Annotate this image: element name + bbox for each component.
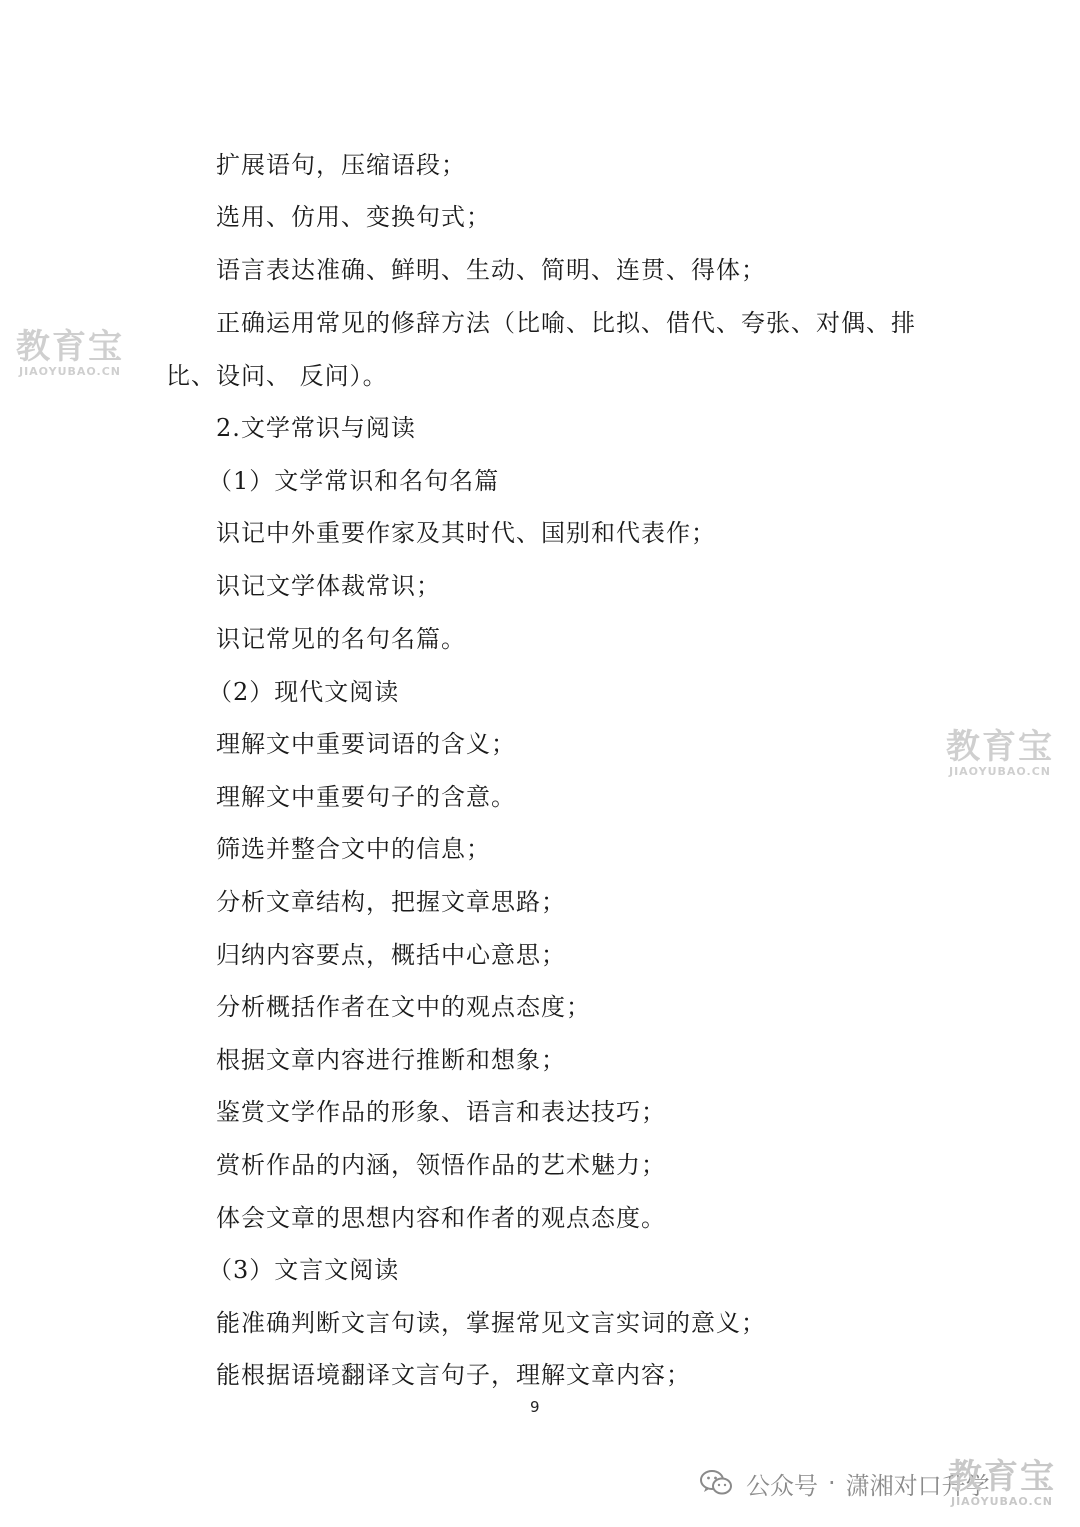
subsection-heading: （3）文言文阅读 [208,1256,400,1284]
text-line: 扩展语句，压缩语段； [216,151,466,179]
wechat-icon [700,1469,732,1497]
text-line: 识记常见的名句名篇。 [216,625,466,653]
watermark-logo [16,327,124,378]
watermark-logo [946,727,1054,778]
text-line: 能根据语境翻译文言句子，理解文章内容； [216,1361,691,1389]
watermark-url: JIAOYUBAO.CN [950,1495,1054,1508]
text-line: 语言表达准确、鲜明、生动、简明、连贯、得体； [216,256,766,284]
text-line: 正确运用常见的修辞方法（比喻、比拟、借代、夸张、对偶、排 [216,309,916,337]
text-line: 分析概括作者在文中的观点态度； [216,993,591,1021]
footer-label: 公众号 [746,1471,818,1500]
subsection-heading: （2）现代文阅读 [208,678,400,706]
text-line: 体会文章的思想内容和作者的观点态度。 [216,1204,666,1232]
text-line: 赏析作品的内涵，领悟作品的艺术魅力； [216,1151,666,1179]
text-line: 理解文中重要句子的含意。 [216,783,516,811]
text-line: 根据文章内容进行推断和想象； [216,1046,566,1074]
watermark-text: 教育宝 [948,1457,1056,1497]
text-line: 分析文章结构，把握文章思路； [216,888,566,916]
watermark-text: 教育宝 [946,727,1054,767]
section-heading: 2.文学常识与阅读 [216,414,416,442]
text-line: 鉴赏文学作品的形象、语言和表达技巧； [216,1098,666,1126]
text-line: 选用、仿用、变换句式； [216,203,491,231]
watermark-url: JIAOYUBAO.CN [948,765,1052,778]
text-line: 能准确判断文言句读，掌握常见文言实词的意义； [216,1309,766,1337]
watermark-logo [948,1457,1056,1508]
watermark-text: 教育宝 [16,327,124,367]
watermark-url: JIAOYUBAO.CN [18,365,122,378]
text-line: 理解文中重要词语的含义； [216,730,516,758]
page-number: 9 [530,1398,540,1416]
footer-account-name: 潇湘对口升学 [845,1471,990,1500]
text-line: 筛选并整合文中的信息； [216,835,491,863]
footer-separator: · [828,1469,836,1497]
text-line: 识记中外重要作家及其时代、国别和代表作； [216,519,716,547]
text-line: 识记文学体裁常识； [216,572,441,600]
footer-account[interactable] [700,1463,990,1503]
subsection-heading: （1）文学常识和名句名篇 [208,467,500,495]
text-line: 比、设问、 反问）。 [166,362,388,390]
text-line: 归纳内容要点，概括中心意思； [216,941,566,969]
